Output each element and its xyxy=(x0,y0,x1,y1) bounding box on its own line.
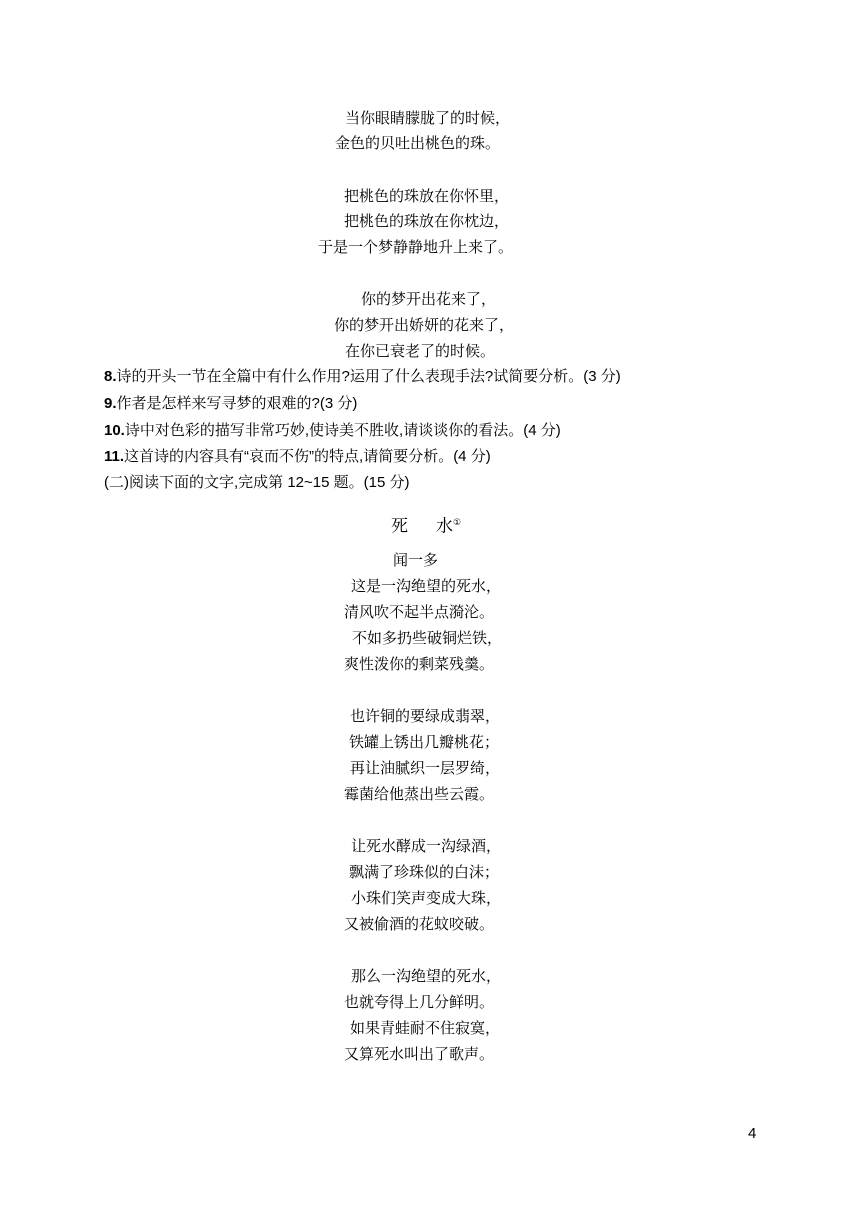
poem-1-line: 金色的贝吐出桃色的珠。 xyxy=(335,134,501,152)
poem-2-line: 也就夸得上几分鲜明。 xyxy=(344,993,495,1011)
section-heading: (二)阅读下面的文字,完成第 12~15 题。(15 分) xyxy=(104,474,410,491)
question-10 xyxy=(104,421,561,441)
question-number: 9. xyxy=(104,395,117,412)
poem-2-line: 让死水酵成一沟绿酒， xyxy=(351,837,502,855)
poem-2-line: 爽性泼你的剩菜残羹。 xyxy=(344,655,495,673)
poem-2-line: 清风吹不起半点漪沦。 xyxy=(344,603,495,621)
poem-2-line: 飘满了珍珠似的白沫； xyxy=(349,863,500,881)
poem-2-line: 霉菌给他蒸出些云霞。 xyxy=(344,785,495,803)
poem-2-line: 也许铜的要绿成翡翠， xyxy=(350,707,501,725)
poem-2-line: 那么一沟绝望的死水， xyxy=(351,967,502,985)
poem-2-line: 又被偷酒的花蚊咬破。 xyxy=(344,915,495,933)
question-8 xyxy=(104,367,621,387)
poem-1-line: 你的梦开出娇妍的花来了， xyxy=(334,316,515,334)
footnote-marker: ① xyxy=(453,517,462,527)
question-9 xyxy=(104,394,357,414)
title-char: 水 xyxy=(436,516,453,536)
page-number: 4 xyxy=(748,1125,757,1142)
poem-2-line: 小珠们笑声变成大珠， xyxy=(351,889,502,907)
poem-1-line: 当你眼睛朦胧了的时候， xyxy=(345,109,511,127)
poem-2-line: 再让油腻织一层罗绮， xyxy=(350,759,501,777)
poem-2-author: 闻一多 xyxy=(393,551,439,569)
poem-1-line: 于是一个梦静静地升上来了。 xyxy=(318,238,514,256)
question-text: 诗的开头一节在全篇中有什么作用?运用了什么表现手法?试简要分析。(3 分) xyxy=(116,368,621,385)
question-number: 8. xyxy=(104,368,117,385)
poem-2-line: 不如多扔些破铜烂铁， xyxy=(352,629,503,647)
poem-1-line: 在你已衰老了的时候。 xyxy=(345,342,496,360)
poem-1-line: 把桃色的珠放在你枕边， xyxy=(344,212,510,230)
question-text: 这首诗的内容具有“哀而不伤”的特点,请简要分析。(4 分) xyxy=(124,448,491,465)
poem-2-title xyxy=(391,511,461,538)
poem-2-line: 又算死水叫出了歌声。 xyxy=(344,1045,495,1063)
question-11 xyxy=(104,447,491,467)
question-text: 诗中对色彩的描写非常巧妙,使诗美不胜收,请谈谈你的看法。(4 分) xyxy=(124,422,561,439)
question-text: 作者是怎样来写寻梦的艰难的?(3 分) xyxy=(116,395,358,412)
poem-2-line: 如果青蛙耐不住寂寞， xyxy=(350,1019,501,1037)
title-char: 死 xyxy=(391,516,408,536)
question-number: 11. xyxy=(104,448,125,465)
poem-2-line: 铁罐上锈出几瓣桃花； xyxy=(349,733,500,751)
question-number: 10. xyxy=(104,422,125,439)
poem-2-line: 这是一沟绝望的死水， xyxy=(351,577,502,595)
poem-1-line: 把桃色的珠放在你怀里， xyxy=(344,187,510,205)
poem-1-line: 你的梦开出花来了， xyxy=(361,290,497,308)
